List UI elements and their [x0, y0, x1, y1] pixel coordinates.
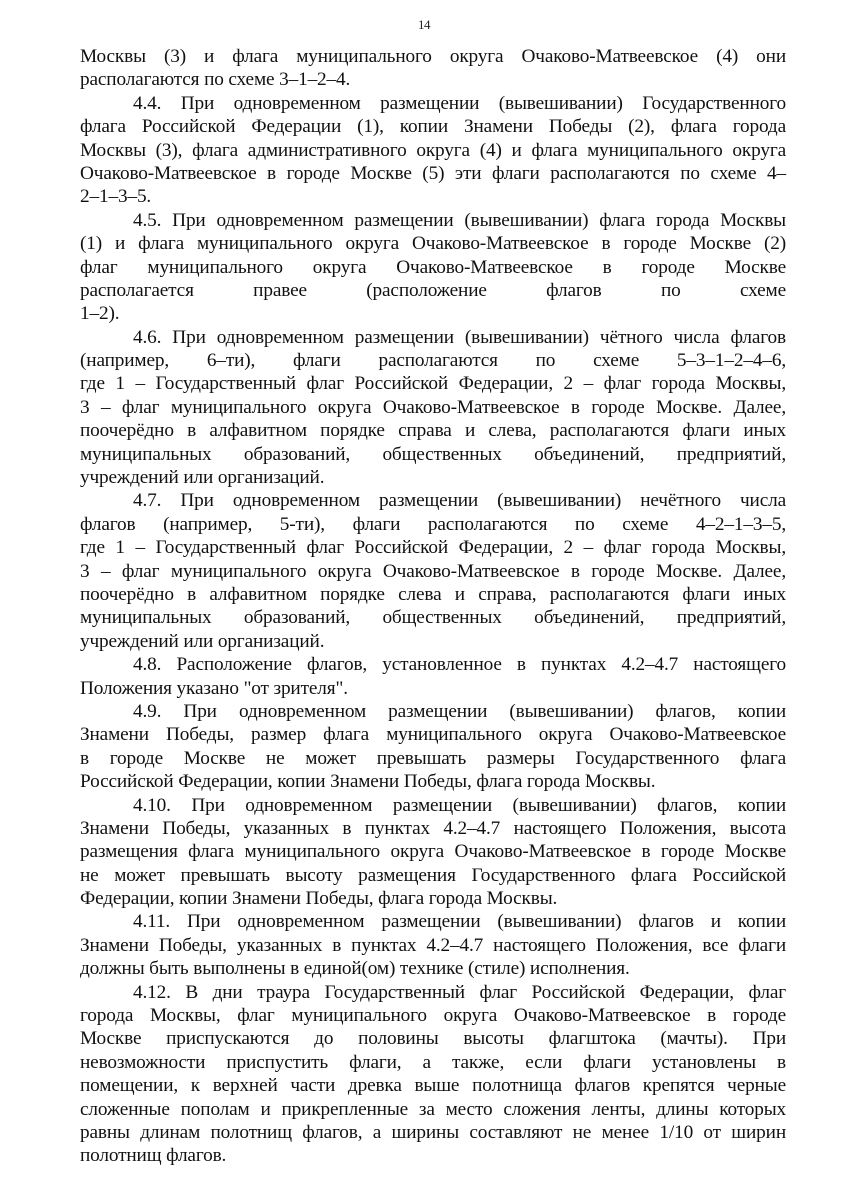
text-line: города Москвы, флаг муниципального округа Очаково-Матвеевское в городе: [80, 1005, 786, 1027]
text-line: где 1 – Государственный флаг Российской Федерации, 2 – флаг города Москвы,: [80, 537, 786, 559]
paragraph-first-line: 4.12. В дни траура Государственный флаг Российской Федерации, флаг: [133, 981, 786, 1003]
text-line: поочерёдно в алфавитном порядке слева и справа, располагаются флаги иных: [80, 583, 786, 605]
text-line: не может превышать высоту размещения Государственного флага Российской: [80, 864, 786, 886]
text-line: 3 – флаг муниципального округа Очаково-Матвеевское в городе Москве. Далее,: [80, 396, 786, 418]
paragraph-first-line: 4.10. При одновременном размещении (вывешивании) флагов, копии: [133, 794, 786, 816]
text-line: флаг муниципального округа Очаково-Матвеевское в городе Москве: [80, 256, 786, 278]
paragraph-first-line: 4.11. При одновременном размещении (вывешивании) флагов и копии: [133, 911, 786, 933]
paragraph-first-line: 4.9. При одновременном размещении (вывешивании) флагов, копии: [133, 700, 786, 722]
text-line: полотнищ флагов.: [80, 1145, 227, 1167]
page-number: 14: [418, 17, 430, 32]
text-line: Российской Федерации, копии Знамени Победы, флага города Москвы.: [80, 771, 656, 793]
text-line: Положения указано "от зрителя".: [80, 677, 348, 699]
text-line: 2–1–3–5.: [80, 186, 152, 208]
document-body: [80, 45, 786, 1168]
paragraph-first-line: 4.8. Расположение флагов, установленное в пунктах 4.2–4.7 настоящего: [133, 654, 786, 676]
text-line: располагаются по схеме 3–1–2–4.: [80, 69, 351, 91]
text-line: Знамени Победы, размер флага муниципального округа Очаково-Матвеевское: [80, 724, 786, 746]
paragraph-first-line: 4.6. При одновременном размещении (вывешивании) чётного числа флагов: [133, 326, 786, 348]
text-line: (1) и флага муниципального округа Очаково-Матвеевское в городе Москве (2): [80, 233, 786, 255]
text-line: Москвы (3) и флага муниципального округа Очаково-Матвеевское (4) они: [80, 46, 786, 67]
text-line: Москвы (3), флага административного округа (4) и флага муниципального округа: [80, 139, 786, 161]
text-line: флага Российской Федерации (1), копии Знамени Победы (2), флага города: [80, 116, 786, 138]
text-line: размещения флага муниципального округа Очаково-Матвеевское в городе Москве: [80, 841, 786, 863]
text-line: учреждений или организаций.: [80, 630, 325, 652]
text-line: располагается правее (расположение флагов по схеме: [80, 279, 786, 301]
paragraph-first-line: 4.5. При одновременном размещении (вывешивании) флага города Москвы: [133, 209, 786, 231]
text-line: помещении, к верхней части древка выше полотнища флагов крепятся черные: [80, 1075, 786, 1097]
text-line: в городе Москве не может превышать размеры Государственного флага: [80, 747, 786, 769]
text-line: поочерёдно в алфавитном порядке справа и слева, располагаются флаги иных: [80, 420, 786, 442]
text-line: флагов (например, 5-ти), флаги располагаются по схеме 4–2–1–3–5,: [80, 513, 786, 535]
text-line: должны быть выполнены в единой(ом) технике (стиле) исполнения.: [80, 958, 630, 980]
text-line: учреждений или организаций.: [80, 467, 325, 489]
text-line: равны длинам полотнищ флагов, а ширины составляют не менее 1/10 от ширин: [80, 1121, 786, 1143]
text-line: сложенные пополам и прикрепленные за место сложения ленты, длины которых: [80, 1098, 786, 1120]
paragraph-first-line: 4.7. При одновременном размещении (вывешивании) нечётного числа: [133, 490, 786, 512]
text-line: муниципальных образований, общественных объединений, предприятий,: [80, 443, 786, 465]
text-line: Знамени Победы, указанных в пунктах 4.2–4.7 настоящего Положения, высота: [80, 817, 786, 839]
text-line: 1–2).: [80, 303, 120, 325]
text-line: Москве приспускаются до половины высоты флагштока (мачты). При: [80, 1028, 786, 1050]
text-line: Очаково-Матвеевское в городе Москве (5) эти флаги располагаются по схеме 4–: [80, 162, 786, 184]
paragraph-first-line: 4.4. При одновременном размещении (вывешивании) Государственного: [133, 92, 786, 114]
text-line: муниципальных образований, общественных объединений, предприятий,: [80, 607, 786, 629]
text-line: Знамени Победы, указанных в пунктах 4.2–4.7 настоящего Положения, все флаги: [80, 934, 786, 956]
text-line: где 1 – Государственный флаг Российской Федерации, 2 – флаг города Москвы,: [80, 373, 786, 395]
text-line: 3 – флаг муниципального округа Очаково-Матвеевское в городе Москве. Далее,: [80, 560, 786, 582]
text-line: Федерации, копии Знамени Победы, флага города Москвы.: [80, 888, 558, 910]
text-line: невозможности приспустить флаги, а также, если флаги установлены в: [80, 1051, 786, 1073]
text-line: (например, 6–ти), флаги располагаются по схеме 5–3–1–2–4–6,: [80, 350, 786, 372]
